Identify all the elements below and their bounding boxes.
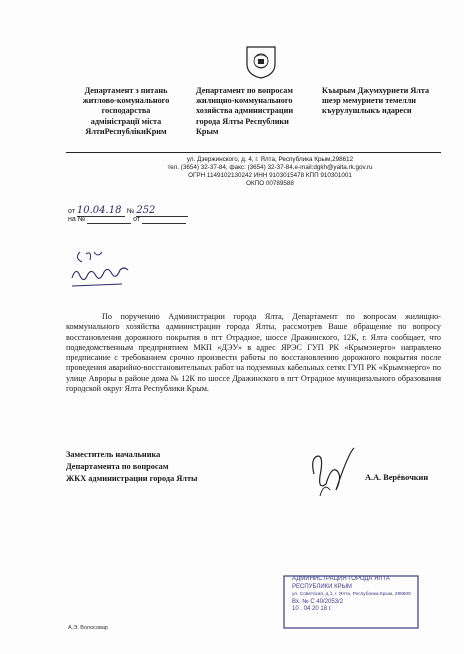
stamp-line: Вх. № С 40/2053/2	[292, 598, 344, 605]
reference-label: на №	[68, 216, 86, 223]
incoming-reference	[68, 216, 186, 224]
header-center-line: Крым	[196, 126, 219, 136]
signatory-title-line: Департамента по вопросам	[66, 462, 169, 472]
header-right-line: шеэр мемуриети темелли	[322, 96, 417, 106]
outgoing-number: 252	[136, 205, 156, 216]
number-label: №	[126, 208, 135, 215]
signatory-title	[66, 449, 198, 486]
header-divider	[66, 152, 441, 153]
outgoing-date: 10.04.18	[76, 205, 122, 216]
header-russian	[196, 86, 320, 137]
contacts-line: тел. (3654) 32-37-84, факс: (3654) 32-37-84,e-mail:dgkh@yalta.rk.gov.ru	[167, 164, 373, 172]
header-center-line: Департамент по вопросам	[196, 86, 293, 95]
handwritten-signature	[296, 444, 362, 504]
reference-from-label: от	[133, 216, 141, 223]
header-crimean-tatar	[322, 86, 442, 117]
stamp-line: РЕСПУБЛИКИ КРЫМ	[292, 583, 352, 590]
header-ukrainian	[66, 86, 186, 137]
stamp-text	[292, 576, 420, 614]
header-left-line: Департамент з питань	[84, 86, 168, 95]
executor-name: А.Э. Волосовар	[68, 625, 108, 631]
from-label: от	[68, 208, 75, 215]
signatory-name: А.А. Верёвочкин	[365, 473, 429, 482]
header-center-line: хозяйства администрации	[196, 106, 294, 116]
okpo-line: ОКПО 00789588	[246, 180, 294, 188]
address-block	[150, 156, 390, 188]
crest-emblem-icon	[244, 44, 278, 80]
stamp-line: 10 . 04 20 18 г.	[292, 606, 332, 613]
letter-body	[66, 312, 441, 394]
header-center-line: жилищно-коммунального	[196, 96, 293, 106]
stamp-line: ул. Советская, д.1, г. Ялта, Республика Крым, 298600	[292, 592, 411, 598]
body-paragraph: По поручению Администрации города Ялта, Департамент по вопросам жилищно-коммунального хозяйства администрации города Ялты, рассмотрев Ваше обращение по вопросу восстановления дорожного покрытия в пгт Отрадное, шоссе Дражинского, 12К, г. Ялта сообщает, что подведомственным предприятием МКП «ДЭУ» в адрес ЯРЭС ГУП РК «Крымэнерго» направлено предписание с требованием срочно произвести работы по восстановлению дорожного покрытия после проведения аварийно-восстановительных работ на подземных кабельных сетях ГУП РК «Крымэнерго» по улице Авроры в районе дома № 12К по шоссе Дражинского в пгт Отрадное муниципального образования городской округ Ялта Республики Крым.	[66, 312, 441, 394]
header-left-line: ЯлтиРеспублікиКрим	[85, 126, 167, 136]
stamp-line: АДМИНИСТРАЦИЯ ГОРОДА ЯЛТА	[292, 576, 390, 582]
header-left-line: господарства	[101, 106, 151, 116]
header-right-line: Къырым Джумхуриети Ялта	[322, 86, 430, 95]
address-line: ул. Дзержинского, д. 4, г. Ялта, Республика Крым,298612	[186, 156, 354, 163]
header-right-line: къурулушлыкъ идареси	[322, 106, 412, 116]
signatory-title-line: Заместитель начальника	[66, 450, 161, 459]
header-center-line: города Ялты Республики	[196, 116, 289, 126]
header-left-line: житлово-комунального	[82, 96, 170, 106]
header-left-line: адміністрації міста	[90, 116, 162, 126]
registry-codes-line: ОГРН 1149102130242 ИНН 9103015478 КПП 910301001	[188, 172, 352, 180]
signatory-title-line: ЖКХ администрации города Ялты	[66, 474, 198, 484]
handwritten-resolution	[66, 240, 136, 300]
